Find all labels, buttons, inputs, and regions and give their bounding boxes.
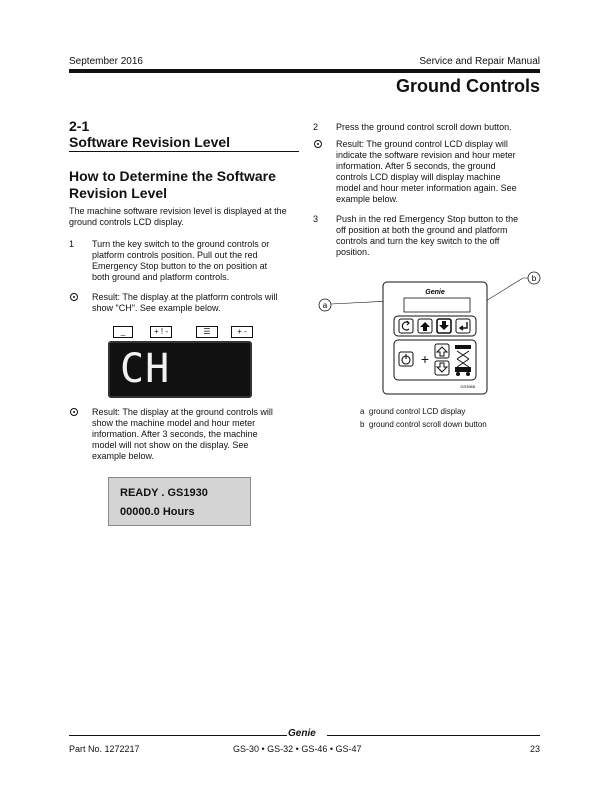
back-button-icon xyxy=(399,319,413,333)
footer-rule-right xyxy=(327,735,540,736)
section-number: 2-1 xyxy=(69,118,90,134)
result-bullet-icon xyxy=(70,408,78,416)
callout-a-label: a xyxy=(322,301,328,310)
platform-icon-3: ☰ xyxy=(196,326,218,338)
intro-paragraph: The machine software revision level is displayed at the ground controls LCD display. xyxy=(69,206,287,227)
ground-control-panel-illustration xyxy=(310,268,550,408)
footer-logo: Genie xyxy=(288,728,316,739)
step-2-text: Press the ground control scroll down button. xyxy=(336,122,512,132)
callout-b-label: b xyxy=(531,274,537,283)
result-1-text: Result: The display at the platform controls will show "CH". See example below. xyxy=(92,292,278,313)
header-manual-title: Service and Repair Manual xyxy=(419,56,540,67)
result-bullet-icon xyxy=(70,293,78,301)
step-number-3: 3 xyxy=(313,214,319,224)
header-rule xyxy=(69,69,540,73)
plus-icon: + xyxy=(420,351,430,367)
step-number-2: 2 xyxy=(313,122,319,132)
platform-icon-2: + ! - xyxy=(150,326,172,338)
result-bullet-icon xyxy=(314,140,322,148)
step-number-1: 1 xyxy=(69,239,75,249)
section-rule xyxy=(69,151,299,152)
panel-brand: Genie xyxy=(425,289,445,296)
section-title: Software Revision Level xyxy=(69,134,231,150)
subsection-title: How to Determine the Software Revision Level xyxy=(69,168,276,201)
result-3-text: Result: The ground control LCD display will indicate the software revision and hour meter information. After 5 seconds, the ground controls LCD display will display machine model and hour meter information again. See example below. xyxy=(336,139,517,204)
header-date: September 2016 xyxy=(69,56,143,67)
platform-icon-4: + - xyxy=(231,326,253,338)
lcd-line-1: READY . GS1930 xyxy=(120,487,208,499)
panel-lcd-window xyxy=(404,298,470,312)
panel-model-tag: GS3968 xyxy=(460,384,475,389)
platform-icon-1: _ xyxy=(113,326,133,338)
legend-item-b: b ground control scroll down button xyxy=(360,420,487,429)
platform-display xyxy=(108,341,252,398)
footer-part-number: Part No. 1272217 xyxy=(69,744,140,754)
result-2-text: Result: The display at the ground controls will show the machine model and hour meter information. After 3 seconds, the machine model will not show on the display. See example below. xyxy=(92,407,273,461)
section-heading: Ground Controls xyxy=(396,76,540,96)
footer-models: GS-30 • GS-32 • GS-46 • GS-47 xyxy=(233,744,362,754)
platform-display-text: CH xyxy=(120,346,171,392)
footer-rule-left xyxy=(69,735,287,736)
legend-item-a: a ground control LCD display xyxy=(360,407,466,416)
step-3-text: Push in the red Emergency Stop button to the off position at both the ground and platform controls and turn the key switch to the off position. xyxy=(336,214,519,257)
step-1-text: Turn the key switch to the ground controls or platform controls position. Pull out the red Emergency Stop button to the on position at both ground and platform controls. xyxy=(92,239,270,282)
lcd-line-2: 00000.0 Hours xyxy=(120,506,195,518)
footer-page-number: 23 xyxy=(529,744,540,754)
ground-lcd-display xyxy=(108,477,251,526)
